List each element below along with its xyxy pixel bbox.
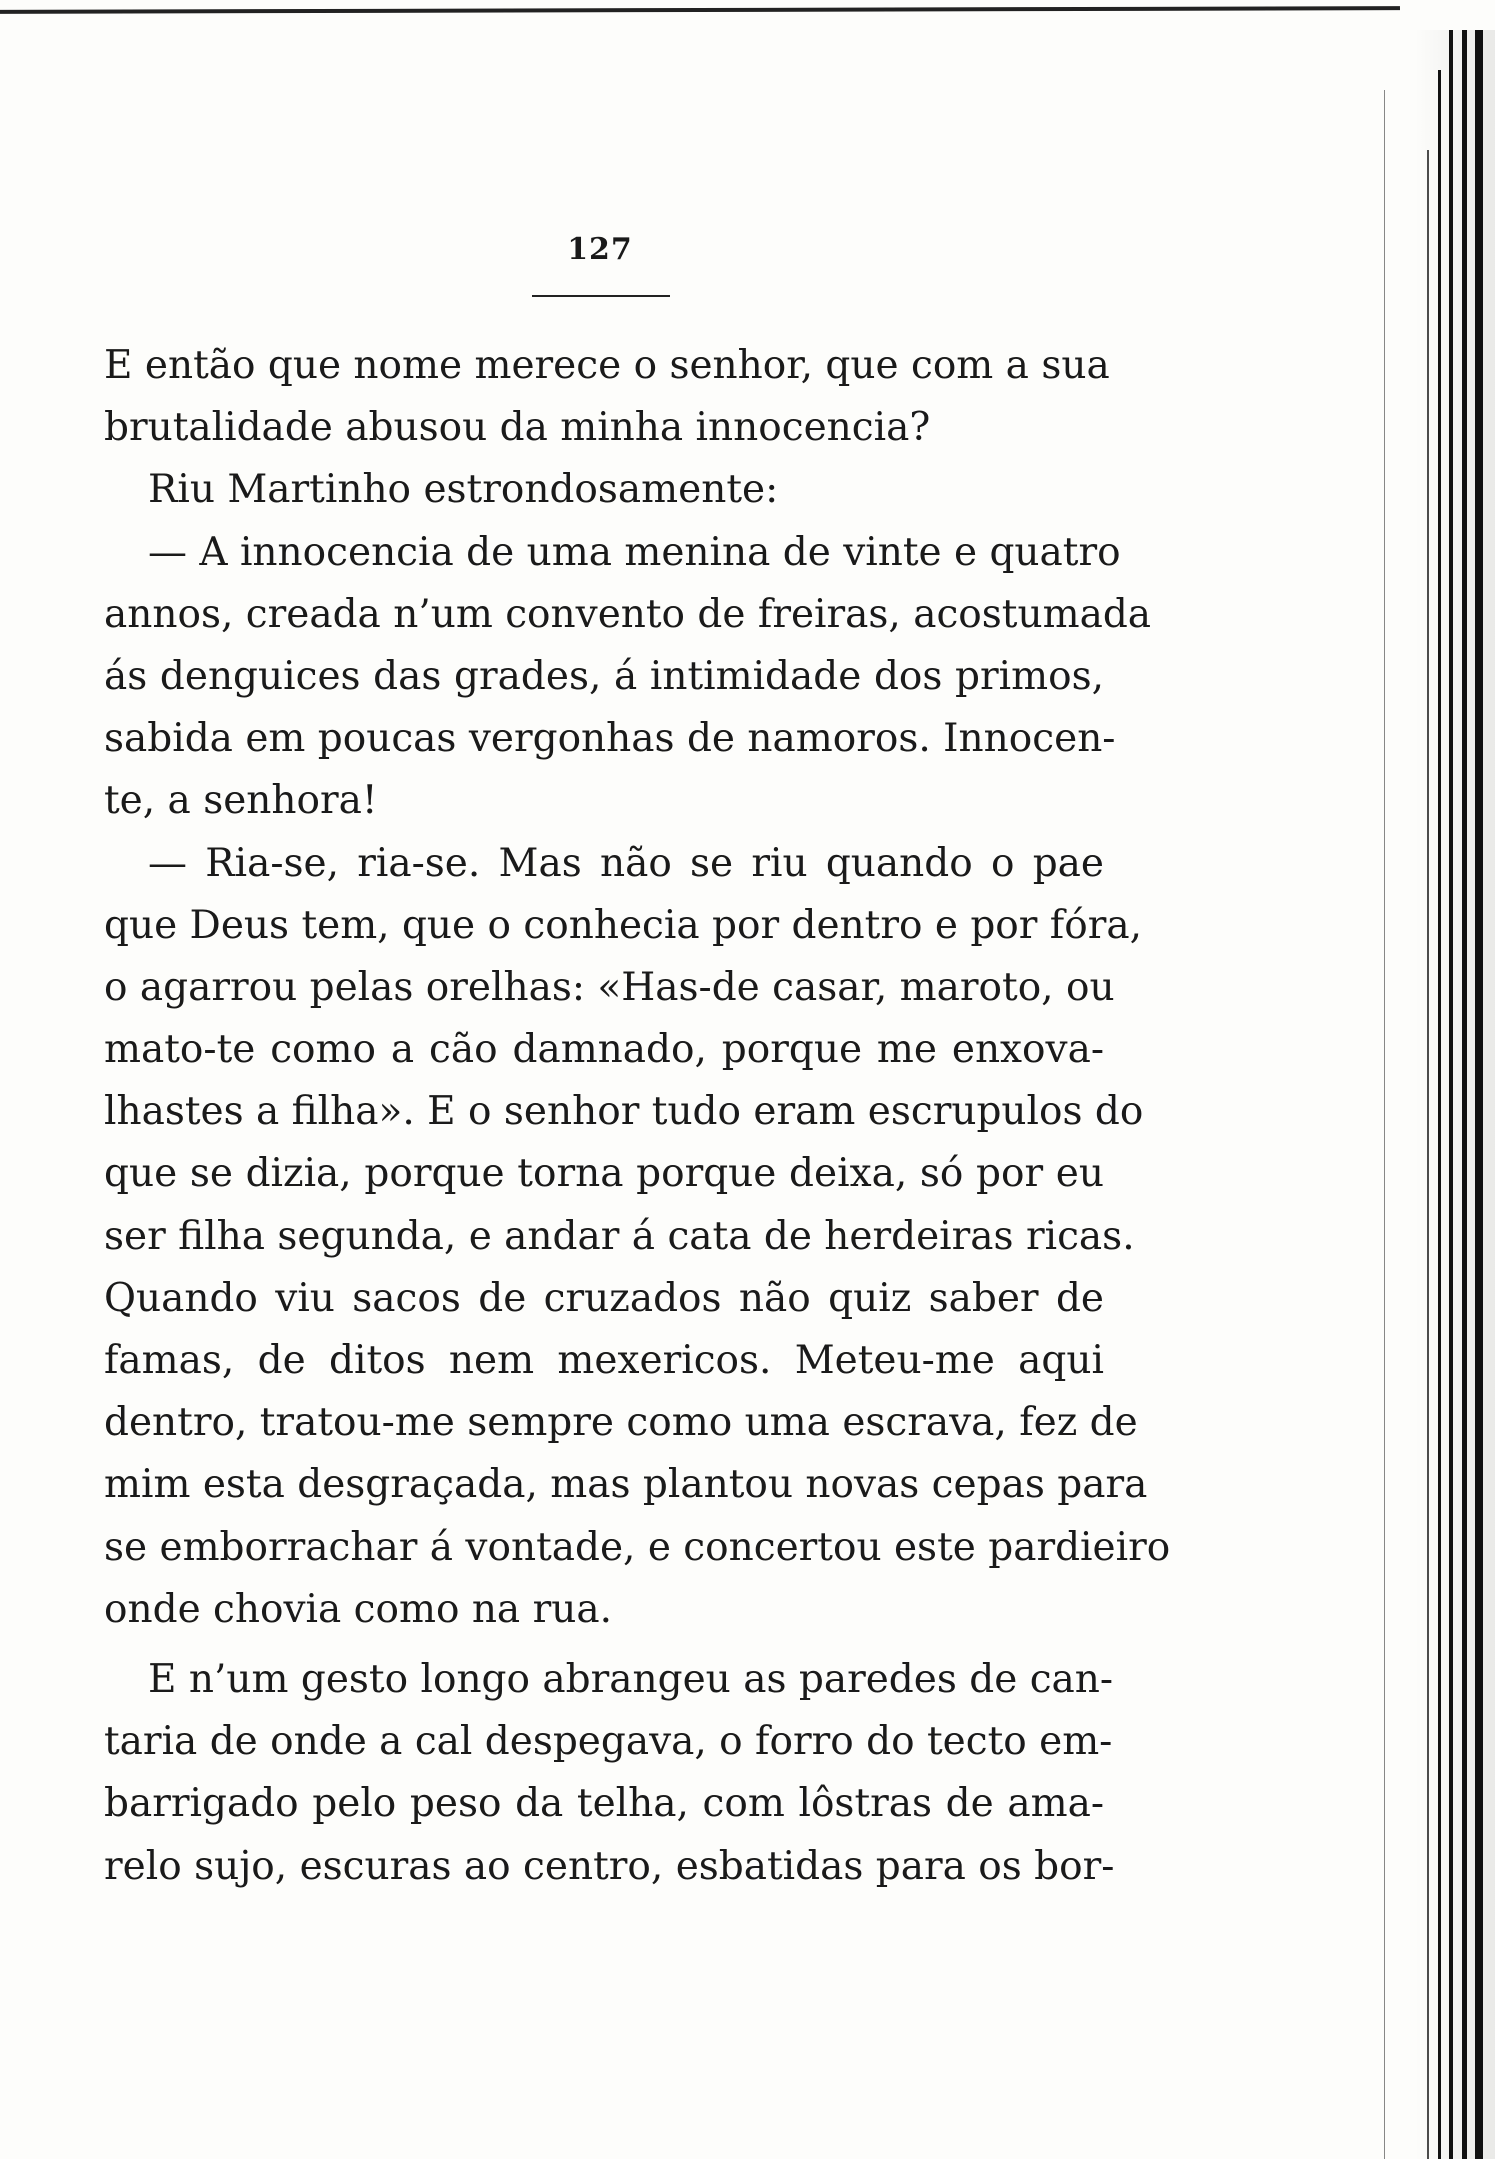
text-line: — A innocencia de uma menina de vinte e quatro: [148, 529, 1121, 575]
text-line: taria de onde a cal despegava, o forro do tecto em-: [104, 1719, 1113, 1765]
text-line: famas, de ditos nem mexericos. Meteu-me aqui: [104, 1338, 1104, 1383]
binding-line: [1475, 30, 1483, 2159]
text-line: annos, creada n’um convento de freiras, acostumada: [104, 591, 1152, 637]
text-line: que se dizia, porque torna porque deixa, só por eu: [104, 1151, 1104, 1197]
text-line: — Ria-se, ria-se. Mas não se riu quando o pae: [148, 840, 1104, 886]
text-line: dentro, tratou-me sempre como uma escrava, fez de: [104, 1400, 1138, 1446]
text-line: ás denguices das grades, á intimidade dos primos,: [104, 653, 1104, 699]
text-line: sabida em poucas vergonhas de namoros. Innocen-: [104, 716, 1116, 762]
binding-line: [1462, 30, 1467, 2159]
text-line: relo sujo, escuras ao centro, esbatidas para os bor-: [104, 1843, 1115, 1889]
text-line: brutalidade abusou da minha innocencia?: [104, 405, 931, 451]
text-line: mim esta desgraçada, mas plantou novas cepas para: [104, 1462, 1148, 1508]
binding-line: [1449, 30, 1453, 2159]
text-line: o agarrou pelas orelhas: «Has-de casar, maroto, ou: [104, 964, 1115, 1010]
text-line: que Deus tem, que o conhecia por dentro e por fóra,: [104, 902, 1143, 948]
binding-line: [1384, 90, 1385, 2159]
binding-line: [1438, 70, 1441, 2159]
text-line: mato-te como a cão damnado, porque me enxova-: [104, 1027, 1104, 1073]
text-line: E n’um gesto longo abrangeu as paredes de can-: [148, 1656, 1114, 1702]
text-line: E então que nome merece o senhor, que com a sua: [104, 343, 1110, 388]
text-line: te, a senhora!: [104, 778, 378, 824]
text-line: Riu Martinho estrondosamente:: [148, 467, 779, 513]
page-number-rule: [532, 295, 670, 297]
text-line: barrigado pelo peso da telha, com lôstras de ama-: [104, 1781, 1104, 1827]
body-text: [104, 335, 1171, 1898]
text-line: onde chovia como na rua.: [104, 1586, 612, 1632]
scan-top-edge: [0, 6, 1400, 22]
text-line: lhastes a filha». E o senhor tudo eram escrupulos do: [104, 1089, 1144, 1135]
text-line: Quando viu sacos de cruzados não quiz saber de: [104, 1275, 1104, 1321]
text-line: se emborrachar á vontade, e concertou este pardieiro: [104, 1524, 1171, 1570]
page-binding-edge: [1355, 30, 1495, 2159]
binding-line: [1427, 150, 1429, 2159]
page-number: 127: [567, 232, 633, 267]
text-line: ser filha segunda, e andar á cata de herdeiras ricas.: [104, 1213, 1135, 1259]
